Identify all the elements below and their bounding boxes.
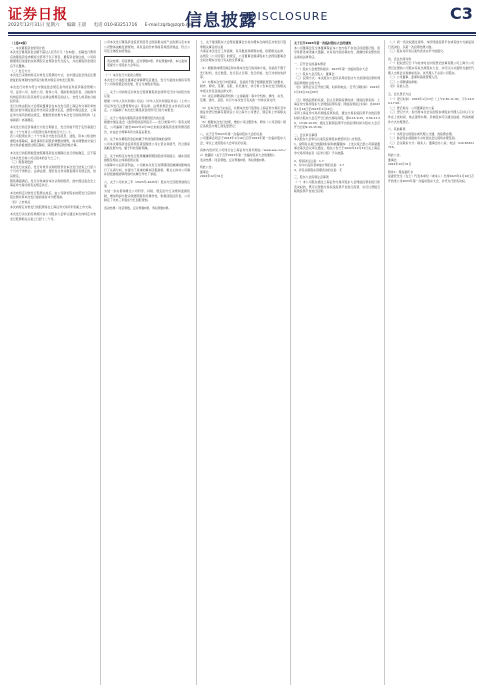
notice-box bbox=[104, 56, 190, 71]
paragraph: （1）根据具体情况制定和实施本次发行的具体方案，包括但不限于发行时机、发行数量、发行起止日期、发行价格、发行对象的选择等； bbox=[200, 65, 286, 80]
paragraph: （四）其他人员。 bbox=[388, 84, 412, 89]
paragraph: 3、对中小投资者单独计票的议案：1-7 bbox=[294, 163, 344, 168]
column-heading: 关于召开2023年第一次临时股东大会的通知 bbox=[294, 41, 352, 45]
paragraph: （3）决定并聘请保荐机构（主承销商）等中介机构，修改、补充、签署、递交、呈报、执行与本次发行有关的一切协议和文件； bbox=[200, 93, 286, 103]
paragraph: 若公司股票在该二十个交易日内发生因派息、送股、资本公积金转增股本等除权、除息事项引起股价调整的情形，则对调整前交易日的交易价格按经过相应除权、除息调整后的价格计算。 bbox=[10, 134, 96, 148]
paragraph: 七、关于提请股东大会授权董事会全权办理本次向特定对象发行股票相关事宜的议案 bbox=[200, 40, 286, 49]
paragraph: 本次向特定对象发行的股票将在上海证券交易所科创板上市交易。 bbox=[10, 204, 94, 209]
paragraph: 四、会议出席对象 bbox=[388, 56, 412, 61]
section-title: 信息披露 bbox=[185, 11, 257, 31]
column-divider bbox=[100, 40, 101, 685]
paragraph: 八、关于召开2023年第一次临时股东大会的议案 bbox=[200, 131, 263, 136]
issue-date: 2022年12月31日 星期六 bbox=[8, 23, 60, 28]
paragraph: 特此公告。 bbox=[388, 153, 403, 158]
paragraph: （三）限售期安排 bbox=[10, 160, 34, 165]
paragraph: 2、特别决议议案：1-7 bbox=[294, 158, 324, 163]
column-heading: （上接C2版） bbox=[10, 41, 29, 45]
paragraph: 本次发行完成后，发行对象所认购的股份自本次发行结束之日起六个月内不得转让。法律法规、规范性文件对限售期另有规定的，依其规定。 bbox=[10, 164, 96, 179]
paragraph: （二）公司董事、监事和高级管理人员。 bbox=[388, 75, 441, 80]
editor: 编辑 王晨 bbox=[66, 23, 87, 28]
paragraph: 特此公告。 bbox=[200, 165, 215, 170]
paragraph: （一）股权登记日下午收市时在中国登记结算有限公司上海分公司登记在册的公司股东有权出席股东大会，并可以以书面形式委托代理人出席会议和参加表决。该代理人不必是公司股东。 bbox=[388, 61, 474, 75]
paragraph: 根据《中华人民共和国公司法》《中华人民共和国证券法》《上市公司证券发行注册管理办法》等法律、法规和规范性文件的有关规定，公司编制了本次发行募集资金使用可行性分析报告。 bbox=[104, 98, 190, 113]
paragraph: （一）本次发行方案的合理性 bbox=[104, 72, 142, 77]
masthead bbox=[0, 0, 484, 34]
paragraph: 采用上海证券交易所网络投票系统，通过交易系统投票平台的投票时间为股东大会召开当日的交易时间段，即9:15-9:25，9:30-11:30，13:00-15:00；通过互联网投票平台的投票时间为股东大会召开当日的9:15-15:00。 bbox=[294, 111, 380, 130]
paragraph: 本次发行采取向特定对象发行股票的方式，在中国证监会同意注册批复的有效期内选择适当时机向特定对象发行股票。 bbox=[10, 73, 96, 82]
paragraph: 为保证本次发行工作高效、有序推进和顺利实施，依照相关法律、法规及《公司章程》的规定，公司董事会提请股东大会授权董事会全权办理本次发行有关的全部事宜。 bbox=[200, 49, 286, 63]
paragraph: 2022年12月31日 bbox=[200, 174, 224, 179]
paragraph: 为进一步完善和健全公司科学、持续、稳定的分红决策和监督机制，增加利润分配决策透明度和可操作性，积极回报投资者，公司制定了未来三年股东分红回报规划。 bbox=[104, 189, 190, 203]
paragraph: （一）登记时间：2023年1月13日（上午9:30-11:30，下午14:00-17:00） bbox=[388, 96, 474, 106]
column-3 bbox=[200, 40, 286, 690]
paragraph: （2）办理本次发行申报事宜，包括但不限于根据监管部门的要求，制作、修改、签署、呈报、补充递交、执行和公告本次发行的相关申报文件及其他法律文件； bbox=[200, 79, 286, 93]
paragraph: 二、会议审议事项 bbox=[294, 132, 318, 137]
paragraph: 表决结果：同意票数，反对票数0票，弃权票数0票。本议案尚需提交公司股东大会审议。 bbox=[107, 58, 187, 68]
paragraph: （4）在本次发行完成后，办理本次发行股票在上海证券交易所及中国证券登记结算有限责任公司上海分公司登记、锁定和上市等相关事宜； bbox=[200, 105, 286, 119]
paragraph: 限售期届满后，发行对象减持本次认购的股份，按中国证监会及上海证券交易所的有关规定执行。 bbox=[10, 178, 96, 188]
paragraph: （5）根据本次发行结果，增加公司注册资本、修改《公司章程》相应条款及办理工商变更登记； bbox=[200, 119, 286, 129]
paragraph: 本次发行的股票数量按照募集资金总额除以发行价格确定，且不超过本次发行前公司总股本的百分之三十。 bbox=[10, 151, 96, 160]
paragraph: 表决结果：同意票数，反对票数0票，弃权票数0票。 bbox=[200, 157, 268, 162]
paragraph: 附件1：授权委托书 bbox=[388, 169, 413, 174]
email: E-mail:zqrb@zqrb.net bbox=[144, 23, 194, 28]
header-rule bbox=[8, 32, 476, 34]
column-5 bbox=[388, 40, 474, 690]
paragraph: 董事会 bbox=[200, 169, 209, 174]
column-divider bbox=[196, 40, 197, 685]
paragraph: （二）股东大会召集人：董事会 bbox=[294, 71, 335, 76]
paragraph: 本次发行决议的有效期为自公司股东大会审议通过本次向特定对象发行股票相关议案之日起十二个月。 bbox=[10, 212, 96, 221]
header-rule-thin bbox=[8, 35, 476, 36]
paragraph: （五）网络投票的系统、起止日期和投票时间：网络投票系统：上海证券交易所股东大会网络投票系统；网络投票起止时间：自2023年1月16日至2023年1月16日。 bbox=[294, 97, 380, 111]
paragraph: 四、关于本次募集资金投向属于科技创新领域的说明 bbox=[104, 137, 171, 142]
paragraph: 二、关于公司向特定对象发行股票募集资金使用可行性分析报告的议案 bbox=[104, 89, 190, 99]
paragraph: 4、涉及关联股东回避表决的议案：无 bbox=[294, 167, 343, 172]
paragraph: 2022年12月31日 bbox=[388, 162, 412, 167]
paragraph: 表决结果：同意票数，反对票数0票，弃权票数0票。 bbox=[104, 205, 172, 210]
paragraph: （三）公司聘请的律师。 bbox=[388, 79, 420, 84]
column-1 bbox=[10, 40, 96, 690]
paragraph: （二）同一表决权通过现场、本所网络投票平台或其他方式重复进行表决的，以第一次投票结果为准。 bbox=[388, 40, 474, 49]
paragraph: 本次发行方案经过董事会审慎研究后通过，发行方案的实施将有利于公司持续稳定的发展，符合全体股东利益。 bbox=[104, 77, 190, 87]
paragraph: 六、其他事项 bbox=[388, 127, 406, 132]
paragraph: （三）会议联系方式：联系人：董事会办公室；电话：010-83251716。 bbox=[388, 140, 474, 150]
paragraph: 一、召开会议的基本情况 bbox=[294, 62, 326, 67]
paragraph: 本次向特定对象发行股票完成后，由公司新老股东按照发行后的持股比例共享本次发行前的滚存未分配利润。 bbox=[10, 190, 96, 200]
paragraph: 具体内容详见公司同日在上海证券交易所网站（www.sse.com.cn）披露的《关于召开2023年第一次临时股东大会的通知》。 bbox=[200, 148, 286, 158]
paragraph: 六、关于公司未来三年（2023年-2025年）股东分红回报规划的议案 bbox=[104, 179, 190, 189]
paragraph: 本次发行的定价基准日为发行期首日，发行价格不低于定价基准日前二十个交易日公司股票交易均价的百分之八十。 bbox=[10, 125, 96, 134]
paragraph: （二）参会股东请提前半小时到达会议现场办理签到。 bbox=[388, 136, 458, 141]
paragraph: 本公司董事会及全体董事保证本公告内容不存在任何虚假记载、误导性陈述或者重大遗漏，并对其内容的真实性、准确性和完整性依法承担法律责任。 bbox=[294, 45, 380, 59]
column-divider bbox=[290, 40, 291, 685]
section-title-en: DISCLOSURE bbox=[248, 10, 329, 23]
phone: 电话 010-83251716 bbox=[93, 23, 138, 28]
paragraph: 公司本次募集资金投资项目紧密围绕公司主营业务展开，符合国家战略发展方向，属于科技创新领域。 bbox=[104, 141, 190, 151]
paragraph: （三）股东对所有议案均表决完毕才能提交。 bbox=[388, 49, 446, 54]
paragraph: 1、说明各议案已披露的时间和披露媒体：上述议案已经公司第届董事会第次会议审议通过，相关公告已于2022年12月31日在上海证券交易所网站及《证券日报》予以披露。 bbox=[294, 141, 380, 156]
paragraph: （二）登记地点：公司董事会办公室 bbox=[388, 105, 435, 110]
paragraph: 公司本次发行募集资金投资项目符合国家相关的产业政策以及未来公司整体战略发展规划，具有良好的市场前景和经济效益，符合公司及全体股东的利益。 bbox=[104, 40, 190, 54]
paragraph: （二）发行方式 bbox=[10, 68, 31, 73]
newspaper-logo: 证券日报 bbox=[8, 7, 68, 23]
column-divider bbox=[384, 40, 385, 685]
paragraph: （一）出席会议的股东或代理人交通、食宿费自理。 bbox=[388, 131, 455, 136]
paragraph: （四）上市地点 bbox=[10, 200, 31, 204]
paragraph: 本次股东大会审议议案及投票股东类型详见公告附表。 bbox=[294, 137, 364, 142]
paragraph: （三）登记方式：拟出席本次会议的股东或股东代理人应持以下文件在上述时间、地点现场办理。异地股东可以通过信函、传真或邮件方式办理登记。 bbox=[388, 110, 474, 124]
paragraph: 五、关于向特定对象发行股票摊薄即期回报的风险提示、填补回报措施及相关主体承诺的议案 bbox=[104, 153, 190, 163]
paragraph: 发行对象由股东大会授权董事会在本次发行经上海证券交易所审核通过并经中国证监会作出同意注册决定后，按照中国证监会、上海证券交易所的相关规定，根据竞价结果与本次发行的保荐机构（主承销商）协商确定。 bbox=[10, 103, 96, 122]
paragraph: 三、关于公司前次募集资金使用情况报告的议案 bbox=[104, 115, 165, 120]
paragraph: 兹委托先生（女士）代表本单位（或本人）出席2023年1月16日召开的贵公司2023年第一次临时股东大会，并代为行使表决权。 bbox=[388, 174, 474, 184]
page-number: C3 bbox=[450, 4, 473, 23]
paragraph: 本次发行募集资金总额不超过人民币万元（含本数），扣除发行费用后的募集资金净额将全部用于以下项目，募集资金到位前，公司将根据项目进度的实际情况以自筹资金先行投入，并在募集资金到位后予以置换。 bbox=[10, 50, 96, 68]
paragraph: （一）股东大会类型和届次：2023年第一次临时股东大会 bbox=[294, 66, 368, 71]
issue-meta bbox=[8, 22, 199, 28]
paragraph: 董事会 bbox=[388, 157, 397, 162]
paragraph: 一、本次募集资金使用计划 bbox=[10, 45, 45, 50]
paragraph: 公司董事会同意于2023年1月16日召开2023年第一次临时股东大会，审议上述需股东大会审议的议案。 bbox=[200, 136, 286, 145]
paragraph: 为保障中小投资者利益，公司就本次发行对即期回报摊薄的影响进行了认真分析，并提出了具体的填补回报措施，相关主体对公司填补回报措施能够得到切实履行作出了承诺。 bbox=[104, 163, 190, 177]
paragraph: 本次发行对象为符合中国证监会规定条件的证券投资基金管理公司、证券公司、信托公司、财务公司、保险机构投资者、合格境外机构投资者以及其他符合法律法规规定的法人、自然人或其他合格投资者。 bbox=[10, 85, 96, 104]
paragraph: 五、会议登记方法 bbox=[388, 91, 412, 96]
paragraph: （四）现场会议召开的日期、时间和地点：召开日期时间：2023年1月16日14点00分 bbox=[294, 85, 380, 94]
paragraph: 三、股东大会投票注意事项 bbox=[294, 175, 329, 180]
paragraph: （一）本公司股东通过上海证券交易所股东大会网络投票系统行使表决权的，既可以登陆交易系统投票平台进行投票，也可以登陆互联网投票平台进行投票。 bbox=[294, 180, 380, 194]
paragraph: 根据中国证监会《监管规则适用指引——发行类第7号》等有关规定，公司编制了截至2022年9月30日的前次募集资金使用情况报告，并由会计师事务所出具鉴证报告。 bbox=[104, 120, 190, 134]
column-2 bbox=[104, 40, 190, 690]
paragraph: （三）投票方式：本次股东大会所采用的表决方式是现场投票和网络投票相结合的方式 bbox=[294, 76, 380, 85]
column-4 bbox=[294, 40, 380, 690]
